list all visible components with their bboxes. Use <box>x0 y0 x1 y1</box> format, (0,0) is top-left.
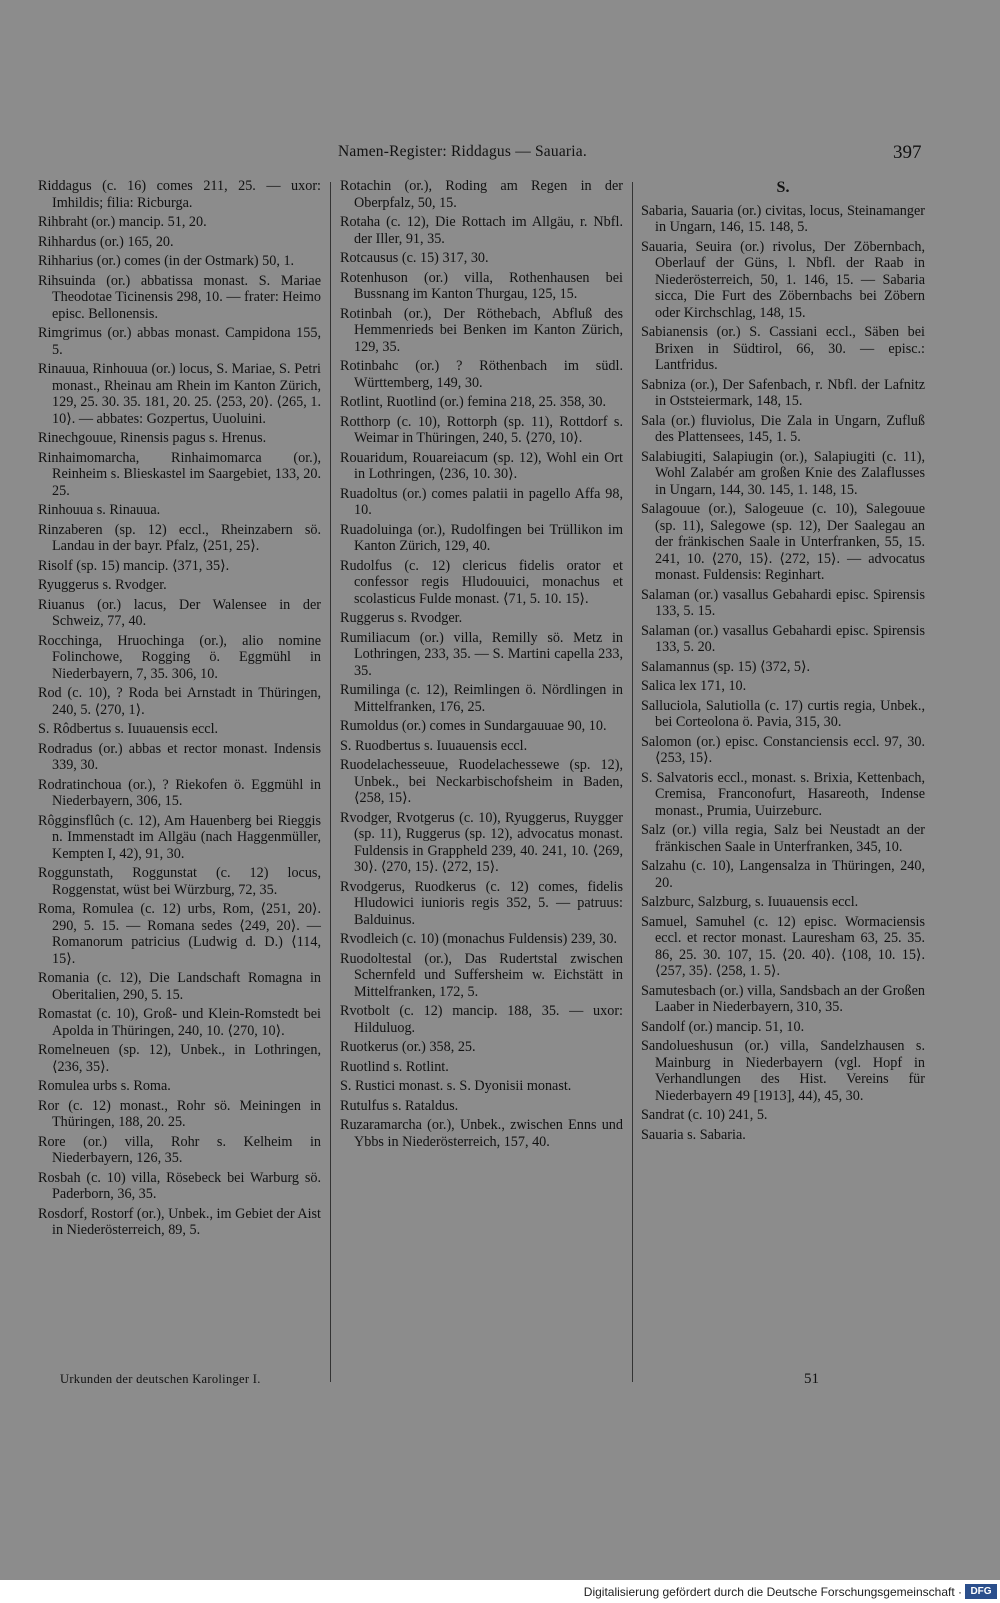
index-entry: Sauaria s. Sabaria. <box>641 1126 746 1143</box>
index-entry: Rumilinga (c. 12), Reimlingen ö. Nördlingen in Mittelfranken, 176, 25. <box>340 682 623 715</box>
index-entry: Sauaria, Seuira (or.) rivolus, Der Zöbernbach, Oberlauf der Güns, l. Nbfl. der Raab in Niederösterreich, 50, 1. 146, 15. — Sabaria sicca, Die Furt des Zöbernbachs bei Zöbern oder Kirchschlag, 148, 15. <box>641 238 925 321</box>
index-entry: Salamannus (sp. 15) ⟨372, 5⟩. <box>641 658 811 675</box>
index-entry: Roggunstath, Roggunstat (c. 12) locus, Roggenstat, wüst bei Würzburg, 72, 35. <box>38 865 321 898</box>
index-entry: Rvodgerus, Ruodkerus (c. 12) comes, fidelis Hludowici iunioris regis 352, 5. — patruus: Balduinus. <box>340 878 623 928</box>
index-entry: Roma, Romulea (c. 12) urbs, Rom, ⟨251, 20⟩. 290, 5. 15. — Romana sedes ⟨249, 20⟩. — Romanorum patricius (Ludwig d. D.) ⟨114, 15⟩. <box>38 901 321 967</box>
column-divider <box>330 182 331 1382</box>
index-entry: Salluciola, Salutiolla (c. 17) curtis regia, Unbek., bei Corteolona ö. Pavia, 315, 30. <box>641 697 925 730</box>
index-entry: Rihsuinda (or.) abbatissa monast. S. Mariae Theodotae Ticinensis 298, 10. — frater: Heimo episc. Bellonensis. <box>38 272 321 322</box>
index-entry: S. Salvatoris eccl., monast. s. Brixia, Kettenbach, Cremisa, Franconofurt, Hasareoth, Indense monast., Prumia, Uuirzeburc. <box>641 769 925 819</box>
index-entry: Rumoldus (or.) comes in Sundargauuae 90, 10. <box>340 718 607 734</box>
dfg-logo-icon: DFG <box>965 1584 997 1599</box>
index-entry: Sandolf (or.) mancip. 51, 10. <box>641 1018 805 1035</box>
page-number: 397 <box>893 142 922 163</box>
index-entry: Rvotbolt (c. 12) mancip. 188, 35. — uxor: Hilduluog. <box>340 1003 623 1036</box>
index-entry: Rinhaimomarcha, Rinhaimomarca (or.), Reinheim s. Blieskastel im Saargebiet, 133, 20. 25. <box>38 449 321 499</box>
index-entry: Romania (c. 12), Die Landschaft Romagna in Oberitalien, 290, 5. 15. <box>38 970 321 1003</box>
index-entry: Ruotlind s. Rotlint. <box>340 1058 449 1075</box>
index-entry: Rihhardus (or.) 165, 20. <box>38 233 174 250</box>
footer-series-title: Urkunden der deutschen Karolinger I. <box>60 1372 261 1386</box>
index-entry: Rore (or.) villa, Rohr s. Kelheim in Niederbayern, 126, 35. <box>38 1133 321 1166</box>
index-entry: Salz (or.) villa regia, Salz bei Neustadt an der fränkischen Saale in Unterfranken, 345, 10. <box>641 822 925 855</box>
index-entry: Salaman (or.) vasallus Gebahardi episc. Spirensis 133, 5. 20. <box>641 622 925 655</box>
index-entry: Ruadoluinga (or.), Rudolfingen bei Trüllikon im Kanton Zürich, 129, 40. <box>340 521 623 554</box>
index-entry: Rinhouua s. Rinauua. <box>38 502 161 518</box>
index-column-left <box>38 178 321 1242</box>
index-entry: Rotaha (c. 12), Die Rottach im Allgäu, r. Nbfl. der Iller, 91, 35. <box>340 214 623 247</box>
index-entry: Rotachin (or.), Roding am Regen in der Oberpfalz, 50, 15. <box>340 178 623 211</box>
section-letter-heading: S. <box>776 179 790 196</box>
index-entry: Rinzaberen (sp. 12) eccl., Rheinzabern sö. Landau in der bayr. Pfalz, ⟨251, 25⟩. <box>38 521 321 554</box>
index-entry: Ruodelachesseuue, Ruodelachessewe (sp. 12), Unbek., bei Neckarbischofsheim in Baden, ⟨258, 15⟩. <box>340 757 623 806</box>
index-entry: Rumiliacum (or.) villa, Remilly sö. Metz in Lothringen, 233, 35. — S. Martini capella 233, 35. <box>340 629 623 679</box>
index-entry: Ryuggerus s. Rvodger. <box>38 577 167 593</box>
index-entry: Salzburc, Salzburg, s. Iuuauensis eccl. <box>641 894 859 910</box>
index-entry: Ruadoltus (or.) comes palatii in pagello Affa 98, 10. <box>340 485 623 518</box>
index-entry: Rouaridum, Rouareiacum (sp. 12), Wohl ein Ort in Lothringen, ⟨236, 10. 30⟩. <box>340 449 623 482</box>
index-entry: Rotlint, Ruotlind (or.) femina 218, 25. 358, 30. <box>340 394 607 410</box>
index-entry: Rotcausus (c. 15) 317, 30. <box>340 250 489 266</box>
index-entry: Riuanus (or.) lacus, Der Walensee in der Schweiz, 77, 40. <box>38 596 321 629</box>
index-entry: Rihbraht (or.) mancip. 51, 20. <box>38 214 207 230</box>
index-entry: Risolf (sp. 15) mancip. ⟨371, 35⟩. <box>38 557 230 574</box>
index-column-right <box>641 178 925 1146</box>
index-entry: Sandolueshusun (or.) villa, Sandelzhausen s. Mainburg in Niederbayern (vgl. Hopf in Verhandlungen des Hist. Vereins für Niederbayern 49 [1913], 44), 45, 30. <box>641 1038 925 1104</box>
index-entry: Rôgginsflûch (c. 12), Am Hauenberg bei Rieggis n. Immenstadt im Allgäu (nach Haggenmüller, Kempten I, 42), 91, 30. <box>38 812 321 862</box>
index-entry: Sala (or.) fluviolus, Die Zala in Ungarn, Zufluß des Plattensees, 145, 1. 5. <box>641 412 925 445</box>
index-entry: Rinechgouue, Rinensis pagus s. Hrenus. <box>38 430 267 446</box>
index-entry: Romelneuen (sp. 12), Unbek., in Lothringen, ⟨236, 35⟩. <box>38 1042 321 1075</box>
signature-mark: 51 <box>804 1371 819 1387</box>
index-entry: Salica lex 171, 10. <box>641 678 747 694</box>
index-entry: Rodradus (or.) abbas et rector monast. Indensis 339, 30. <box>38 740 321 773</box>
index-entry: Riddagus (c. 16) comes 211, 25. — uxor: Imhildis; filia: Ricburga. <box>38 178 321 211</box>
index-entry: Rotinbah (or.), Der Röthebach, Abfluß des Hemmenrieds bei Benken im Kanton Zürich, 129, 35. <box>340 305 623 355</box>
index-entry: Rotinbahc (or.) ? Röthenbach im südl. Württemberg, 149, 30. <box>340 358 623 391</box>
index-entry: Ruzaramarcha (or.), Unbek., zwischen Enns und Ybbs in Niederösterreich, 157, 40. <box>340 1117 623 1150</box>
column-divider <box>632 182 633 1382</box>
index-entry: Ror (c. 12) monast., Rohr sö. Meiningen in Thüringen, 188, 20. 25. <box>38 1097 321 1130</box>
index-entry: Ruotkerus (or.) 358, 25. <box>340 1039 476 1055</box>
index-entry: Samutesbach (or.) villa, Sandsbach an der Großen Laaber in Niederbayern, 310, 35. <box>641 982 925 1015</box>
index-entry: Ruggerus s. Rvodger. <box>340 610 463 626</box>
index-entry: Salomon (or.) episc. Constanciensis eccl. 97, 30. ⟨253, 15⟩. <box>641 733 925 766</box>
index-entry: S. Rôdbertus s. Iuuauensis eccl. <box>38 721 219 737</box>
index-entry: Rimgrimus (or.) abbas monast. Campidona 155, 5. <box>38 325 321 358</box>
index-column-middle <box>340 178 623 1153</box>
funding-credit: Digitalisierung gefördert durch die Deutsche Forschungsgemeinschaft · <box>583 1585 962 1599</box>
index-entry: Romastat (c. 10), Groß- und Klein-Romstedt bei Apolda in Thüringen, 240, 10. ⟨270, 10⟩. <box>38 1006 321 1039</box>
index-entry: S. Rustici monast. s. S. Dyonisii monast. <box>340 1078 572 1094</box>
index-entry: Rvodger, Rvotgerus (c. 10), Ryuggerus, Ruygger (sp. 11), Ruggerus (sp. 12), advocatus monast. Fuldensis in Grappheld 239, 40. 241, 10. ⟨269, 30⟩. ⟨270, 15⟩. ⟨272, 15⟩. <box>340 809 623 875</box>
index-entry: Salagouue (or.), Salogeuue (c. 10), Salegouue (sp. 11), Salegowe (sp. 12), Der Saalegau an der fränkischen Saale in Unterfranken, 55, 15. 241, 10. ⟨270, 15⟩. ⟨272, 15⟩. — advocatus monast. Fuldensis: Reginhart. <box>641 501 925 583</box>
running-header-title: Namen-Register: Riddagus — Sauaria. <box>338 143 587 160</box>
index-entry: Rinauua, Rinhouua (or.) locus, S. Mariae, S. Petri monast., Rheinau am Rhein im Kanton Zürich, 129, 25. 30. 35. 181, 20. 25. ⟨253, 20⟩. ⟨265, 1. 10⟩. — abbates: Gozpertus, Uuoluini. <box>38 361 321 427</box>
index-entry: Rod (c. 10), ? Roda bei Arnstadt in Thüringen, 240, 5. ⟨270, 1⟩. <box>38 685 321 718</box>
index-entry: Sabaria, Sauaria (or.) civitas, locus, Steinamanger in Ungarn, 146, 15. 148, 5. <box>641 202 925 235</box>
index-entry: Rosbah (c. 10) villa, Rösebeck bei Warburg sö. Paderborn, 36, 35. <box>38 1169 321 1202</box>
index-entry: Sandrat (c. 10) 241, 5. <box>641 1107 768 1123</box>
index-entry: Rvodleich (c. 10) (monachus Fuldensis) 239, 30. <box>340 931 618 947</box>
index-entry: Rihharius (or.) comes (in der Ostmark) 50, 1. <box>38 253 295 269</box>
index-entry: Salabiugiti, Salapiugin (or.), Salapiugiti (c. 11), Wohl Zalabér am großen Knie des Zalaflusses in Ungarn, 144, 30. 145, 1. 148, 15. <box>641 448 925 498</box>
index-entry: Romulea urbs s. Roma. <box>38 1078 171 1094</box>
index-entry: Sabianensis (or.) S. Cassiani eccl., Säben bei Brixen in Südtirol, 66, 30. — episc.: Lantfridus. <box>641 324 925 373</box>
index-entry: Salzahu (c. 10), Langensalza in Thüringen, 240, 20. <box>641 858 925 891</box>
index-entry: Sabniza (or.), Der Safenbach, r. Nbfl. der Lafnitz in Oststeiermark, 148, 15. <box>641 376 925 409</box>
index-entry: Rutulfus s. Rataldus. <box>340 1097 459 1114</box>
index-entry: Rosdorf, Rostorf (or.), Unbek., im Gebiet der Aist in Niederösterreich, 89, 5. <box>38 1205 321 1238</box>
index-entry: Rotthorp (c. 10), Rottorph (sp. 11), Rottdorf s. Weimar in Thüringen, 240, 5. ⟨270, 10⟩. <box>340 413 623 446</box>
index-entry: Rocchinga, Hruochinga (or.), alio nomine Folinchowe, Rogging ö. Eggmühl in Niederbayern, 7, 35. 306, 10. <box>38 632 321 682</box>
index-entry: Salaman (or.) vasallus Gebahardi episc. Spirensis 133, 5. 15. <box>641 586 925 619</box>
index-entry: Rotenhuson (or.) villa, Rothenhausen bei Bussnang im Kanton Thurgau, 125, 15. <box>340 269 623 302</box>
index-entry: S. Ruodbertus s. Iuuauensis eccl. <box>340 737 528 754</box>
index-entry: Rudolfus (c. 12) clericus fidelis orator et confessor regis Hludouuici, monachus et scolasticus Fulde monast. ⟨71, 5. 10. 15⟩. <box>340 557 623 607</box>
index-entry: Rodratinchoua (or.), ? Riekofen ö. Eggmühl in Niederbayern, 306, 15. <box>38 776 321 809</box>
index-entry: Ruodoltestal (or.), Das Rudertstal zwischen Schernfeld und Suffersheim w. Eichstätt in Mittelfranken, 172, 5. <box>340 950 623 1000</box>
index-entry: Samuel, Samuhel (c. 12) episc. Wormaciensis eccl. et rector monast. Lauresham 63, 25. 35. 86, 25. 30. 107, 15. ⟨20. 40⟩. ⟨108, 10. 15⟩. ⟨257, 35⟩. ⟨258, 1. 5⟩. <box>641 913 925 979</box>
